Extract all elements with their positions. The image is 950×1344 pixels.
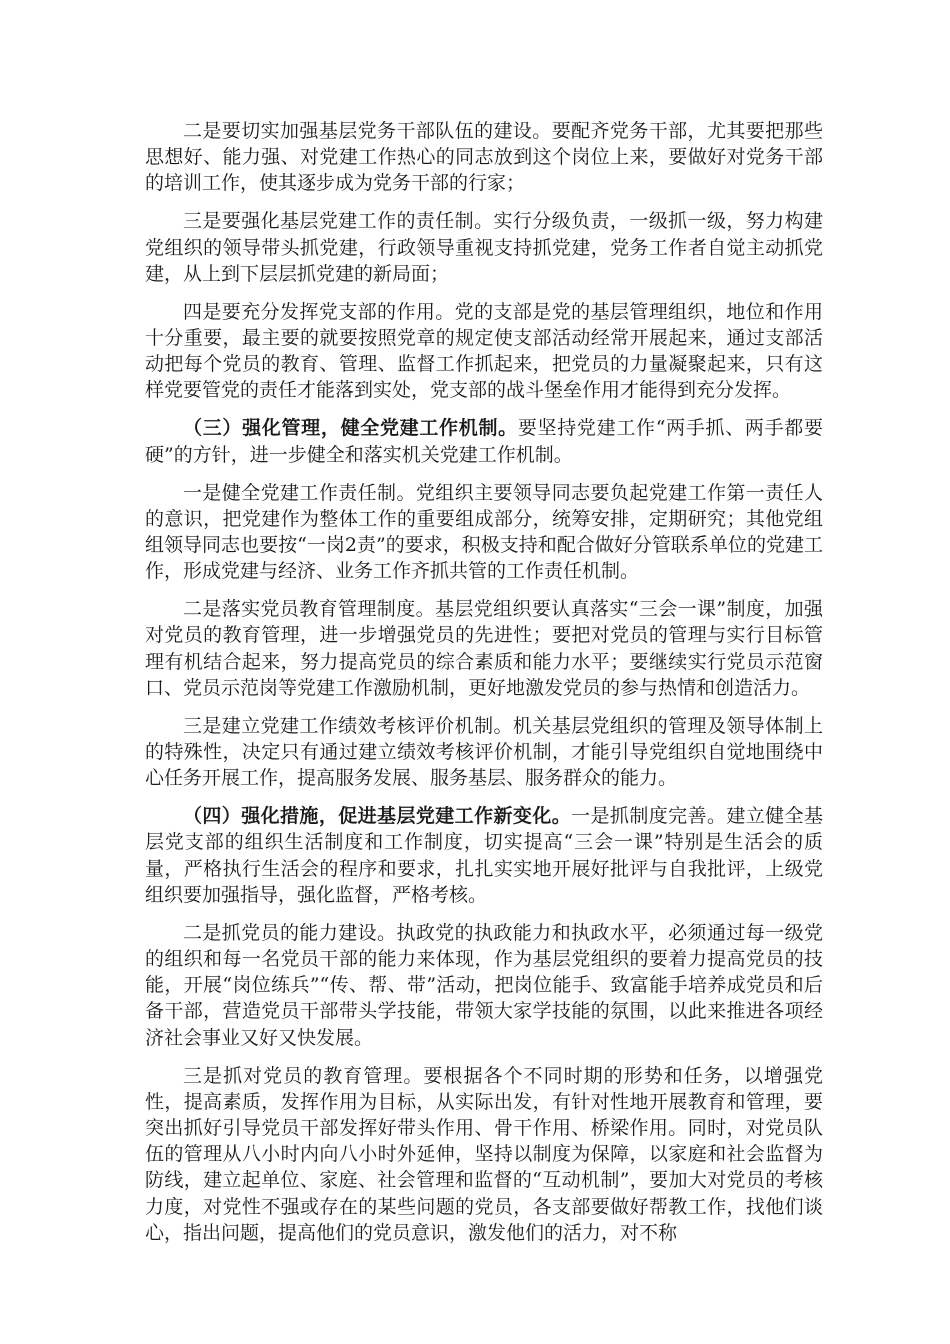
paragraph-2 [145, 208, 823, 287]
paragraph-10 [145, 1063, 823, 1246]
section-4-paragraph [145, 803, 823, 908]
section-heading-3: （三）强化管理，健全党建工作机制。 [183, 417, 518, 440]
paragraph-text: 三是建立党建工作绩效考核评价机制。机关基层党组织的管理及领导体制上的特殊性，决定只有通过建立绩效考核评价机制，才能引导党组织自觉地围绕中心任务开展工作，提高服务发展、服务基层、服务群众的能力。 [145, 714, 823, 790]
section-3-paragraph [145, 415, 823, 467]
paragraph-text: 三是抓对党员的教育管理。要根据各个不同时期的形势和任务，以增强党性，提高素质，发挥作用为目标，从实际出发，有针对性地开展教育和管理，要突出抓好引导党员干部发挥好带头作用、骨干作用、桥梁作用。同时，对党员队伍的管理从八小时内向八小时外延伸，坚持以制度为保障，以家庭和社会监督为防线，建立起单位、家庭、社会管理和监督的“互动机制”，要加大对党员的考核力度，对党性不强或存在的某些问题的党员，各支部要做好帮教工作，找他们谈心，指出问题，提高他们的党员意识，激发他们的活力，对不称 [145, 1064, 823, 1244]
paragraph-text: 要坚持党建工作“两手抓、两手都要硬”的方针，进一步健全和落实机关党建工作机制。 [145, 417, 823, 466]
paragraph-5 [145, 480, 823, 585]
paragraph-text: 一是健全党建工作责任制。党组织主要领导同志要负起党建工作第一责任人的意识，把党建作为整体工作的重要组成部分，统筹安排，定期研究；其他党组组领导同志也要按“一岗2责”的要求，积极支持和配合做好分管联系单位的党建工作，形成党建与经济、业务工作齐抓共管的工作责任机制。 [145, 481, 823, 583]
paragraph-9 [145, 920, 823, 1051]
paragraph-text: 二是要切实加强基层党务干部队伍的建设。要配齐党务干部，尤其要把那些思想好、能力强、对党建工作热心的同志放到这个岗位上来，要做好对党务干部的培训工作，使其逐步成为党务干部的行家； [145, 120, 823, 195]
paragraph-3 [145, 299, 823, 404]
paragraph-text: 一是抓制度完善。建立健全基层党支部的组织生活制度和工作制度，切实提高“三会一课”特别是生活会的质量，严格执行生活会的程序和要求，扎扎实实地开展好批评与自我批评，上级党组织要加强指导，强化监督，严格考核。 [145, 805, 823, 906]
section-heading-4: （四）强化措施，促进基层党建工作新变化。 [183, 805, 572, 828]
paragraph-text: 三是要强化基层党建工作的责任制。实行分级负责，一级抓一级，努力构建党组织的领导带头抓党建，行政领导重视支持抓党建，党务工作者自觉主动抓党建，从上到下层层抓党建的新局面； [145, 210, 823, 285]
paragraph-1 [145, 118, 823, 197]
document-body [145, 118, 823, 1258]
paragraph-text: 四是要充分发挥党支部的作用。党的支部是党的基层管理组织，地位和作用十分重要，最主要的就要按照党章的规定使支部活动经常开展起来，通过支部活动把每个党员的教育、管理、监督工作抓起来，把党员的力量凝聚起来，只有这样党要管党的责任才能落到实处，党支部的战斗堡垒作用才能得到充分发挥。 [145, 300, 823, 402]
paragraph-6 [145, 596, 823, 701]
paragraph-text: 二是落实党员教育管理制度。基层党组织要认真落实“三会一课”制度，加强对党员的教育管理，进一步增强党员的先进性；要把对党员的管理与实行目标管理有机结合起来，努力提高党员的综合素质和能力水平；要继续实行党员示范窗口、党员示范岗等党建工作激励机制，更好地激发党员的参与热情和创造活力。 [145, 598, 823, 699]
paragraph-7 [145, 713, 823, 792]
paragraph-text: 二是抓党员的能力建设。执政党的执政能力和执政水平，必须通过每一级党的组织和每一名党员干部的能力来体现，作为基层党组织的要着力提高党员的技能，开展“岗位练兵”“传、帮、带”活动，把岗位能手、致富能手培养成党员和后备干部，营造党员干部带头学技能，带领大家学技能的氛围，以此来推进各项经济社会事业又好又快发展。 [145, 921, 823, 1049]
